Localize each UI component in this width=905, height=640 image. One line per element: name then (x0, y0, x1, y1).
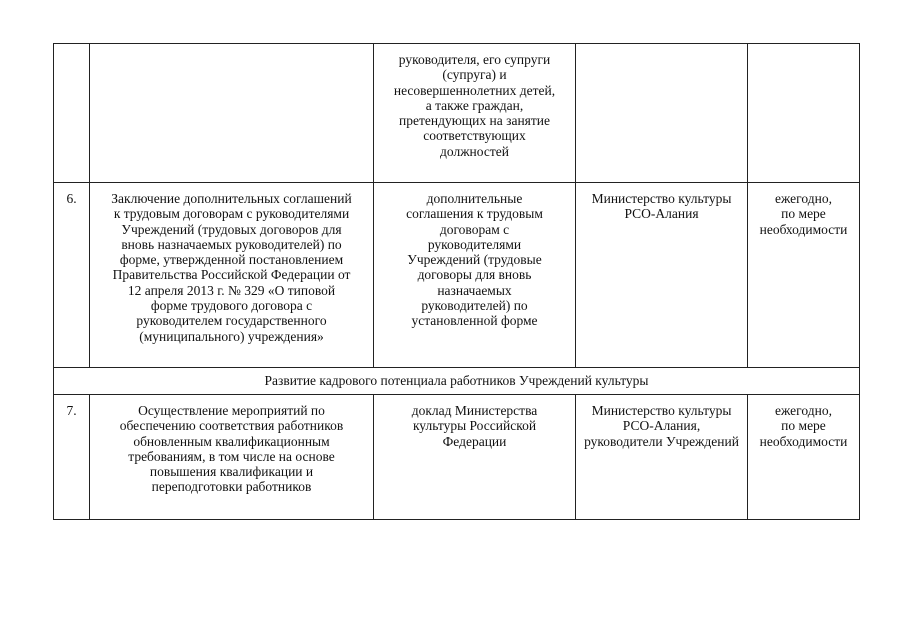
activity-cell: Заключение дополнительных соглашений к трудовым договорам с руководителями Учреждений (трудовых договоров для вновь назначаемых руководителей) по форме, утвержденной постановлением Правительства Российской Федерации от 12 апреля 2013 г. № 329 «О типовой форме трудового договора с руководителем государственного (муниципального) учреждения» (90, 183, 374, 368)
result-cell: дополнительные соглашения к трудовым договорам с руководителями Учреждений (трудовые договоры для вновь назначаемых руководителей) по установленной форме (374, 183, 576, 368)
section-heading: Развитие кадрового потенциала работников Учреждений культуры (54, 368, 860, 395)
term-cell (748, 44, 860, 183)
plan-table (53, 43, 860, 520)
table-row-6 (54, 183, 860, 368)
row-number-cell: 6. (54, 183, 90, 368)
activity-cell (90, 44, 374, 183)
term-cell: ежегодно, по мере необходимости (748, 395, 860, 520)
executor-cell: Министерство культуры РСО-Алания (576, 183, 748, 368)
table-row-section (54, 368, 860, 395)
row-number-cell (54, 44, 90, 183)
table-row-7 (54, 395, 860, 520)
result-cell: руководителя, его супруги (супруга) и несовершеннолетних детей, а также граждан, претендующих на занятие соответствующих должностей (374, 44, 576, 183)
table-row-continuation (54, 44, 860, 183)
executor-cell: Министерство культуры РСО-Алания, руководители Учреждений (576, 395, 748, 520)
row-number-cell: 7. (54, 395, 90, 520)
activity-cell: Осуществление мероприятий по обеспечению соответствия работников обновленным квалификационным требованиям, в том числе на основе повышения квалификации и переподготовки работников (90, 395, 374, 520)
executor-cell (576, 44, 748, 183)
result-cell: доклад Министерства культуры Российской Федерации (374, 395, 576, 520)
term-cell: ежегодно, по мере необходимости (748, 183, 860, 368)
